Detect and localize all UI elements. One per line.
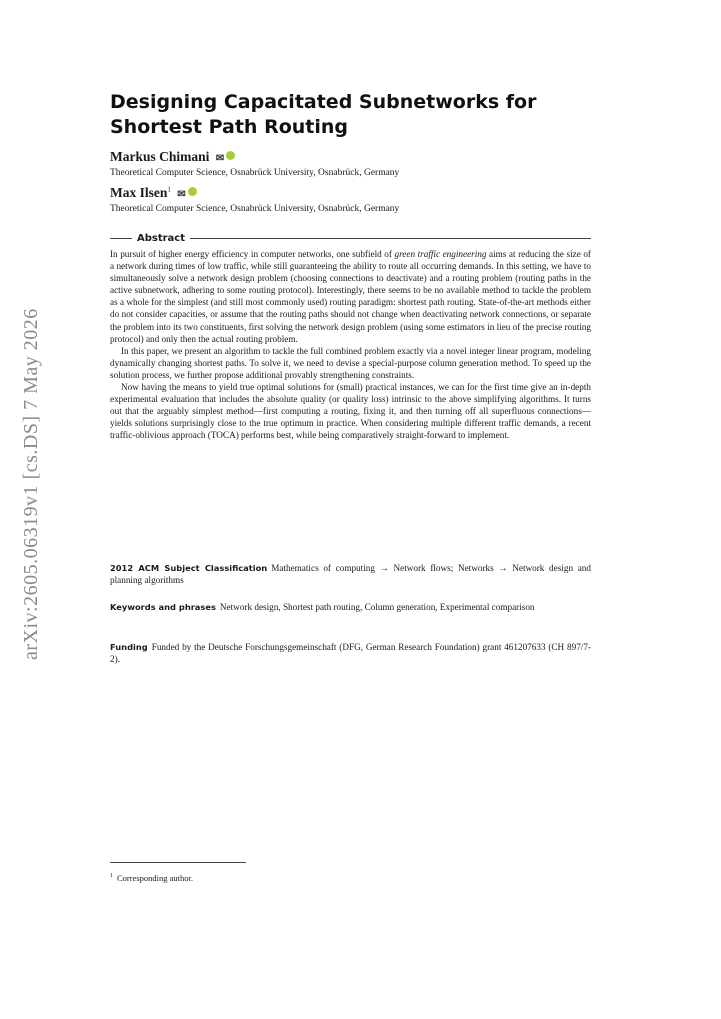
author-footnote-mark: 1 xyxy=(167,185,171,194)
title-line-2: Shortest Path Routing xyxy=(110,116,349,138)
author-2 xyxy=(110,185,197,201)
acm-classification: 2012 ACM Subject Classification Mathematics of computing → Network flows; Networks → Network design and planning algorithms xyxy=(110,563,591,586)
orcid-icon[interactable] xyxy=(188,187,197,196)
orcid-icon[interactable] xyxy=(226,151,235,160)
envelope-icon[interactable]: ✉ xyxy=(177,189,186,200)
arxiv-identifier: arXiv:2605.06319v1 [cs.DS] 7 May 2026 xyxy=(20,308,42,660)
footnote: $^1$ Corresponding author. xyxy=(110,873,194,883)
footnote-divider xyxy=(110,862,246,863)
abstract-paragraph-1: In pursuit of higher energy efficiency in computer networks, one subfield of green traffic engineering aims at reducing the size of a network during times of low traffic, while still guaranteeing the ability to route all occurring demands. In this setting, we have to simultaneously solve a network design problem (choosing connections to deactivate) and a routing problem (routing paths in the active subnetwork, adhering to some routing protocol). Interestingly, there seems to be no available method to tackle the problem as a whole for the simplest (and still most commonly used) routing paradigm: shortest path routing. State-of-the-art methods either do not consider capacities, or assume that the routing paths should not change when deactivating network connections, or separate the problem into its two constituents, first solving the network design problem (using some estimators in lieu of the precise routing protocol) and only then the actual routing problem. xyxy=(110,249,591,344)
author-name: Max Ilsen xyxy=(110,185,168,200)
funding: Funding Funded by the Deutsche Forschungsgemeinschaft (DFG, German Research Foundation) grant 461207633 (CH 897/7-2). xyxy=(110,642,591,665)
author-1 xyxy=(110,149,235,165)
author-2-affiliation: Theoretical Computer Science, Osnabrück University, Osnabrück, Germany xyxy=(110,204,400,214)
divider xyxy=(110,238,132,239)
author-1-affiliation: Theoretical Computer Science, Osnabrück University, Osnabrück, Germany xyxy=(110,168,400,178)
abstract-paragraph-3: Now having the means to yield true optimal solutions for (small) practical instances, we can for the first time give an in-depth experimental evaluation that includes the absolute quality (or quality loss) intrinsic to the above simplifying algorithms. It turns out that the arguably simplest method—first computing a routing, fixing it, and then turning off all superfluous connections—yields solutions surprisingly close to the true optimum in practice. When considering multiple different traffic demands, a recent traffic-oblivious approach (TOCA) performs best, while being comparatively straight-forward to implement. xyxy=(110,382,591,441)
keywords: Keywords and phrases Network design, Shortest path routing, Column generation, Experimental comparison xyxy=(110,602,535,612)
paper-title xyxy=(110,90,590,140)
abstract-body xyxy=(110,248,591,442)
emphasis: green traffic engineering xyxy=(394,249,487,259)
abstract-heading xyxy=(110,231,591,245)
abstract-heading-text: Abstract xyxy=(137,232,186,244)
abstract-paragraph-2: In this paper, we present an algorithm to tackle the full combined problem exactly via a novel integer linear program, modeling dynamically changing shortest paths. To solve it, we need to devise a special-purpose column generation method. To speed up the solution process, we further propose additional provably strengthening constraints. xyxy=(110,345,591,380)
divider xyxy=(190,238,591,239)
author-name: Markus Chimani xyxy=(110,149,210,164)
envelope-icon[interactable]: ✉ xyxy=(215,153,225,164)
title-line-1: Designing Capacitated Subnetworks for xyxy=(110,91,537,113)
